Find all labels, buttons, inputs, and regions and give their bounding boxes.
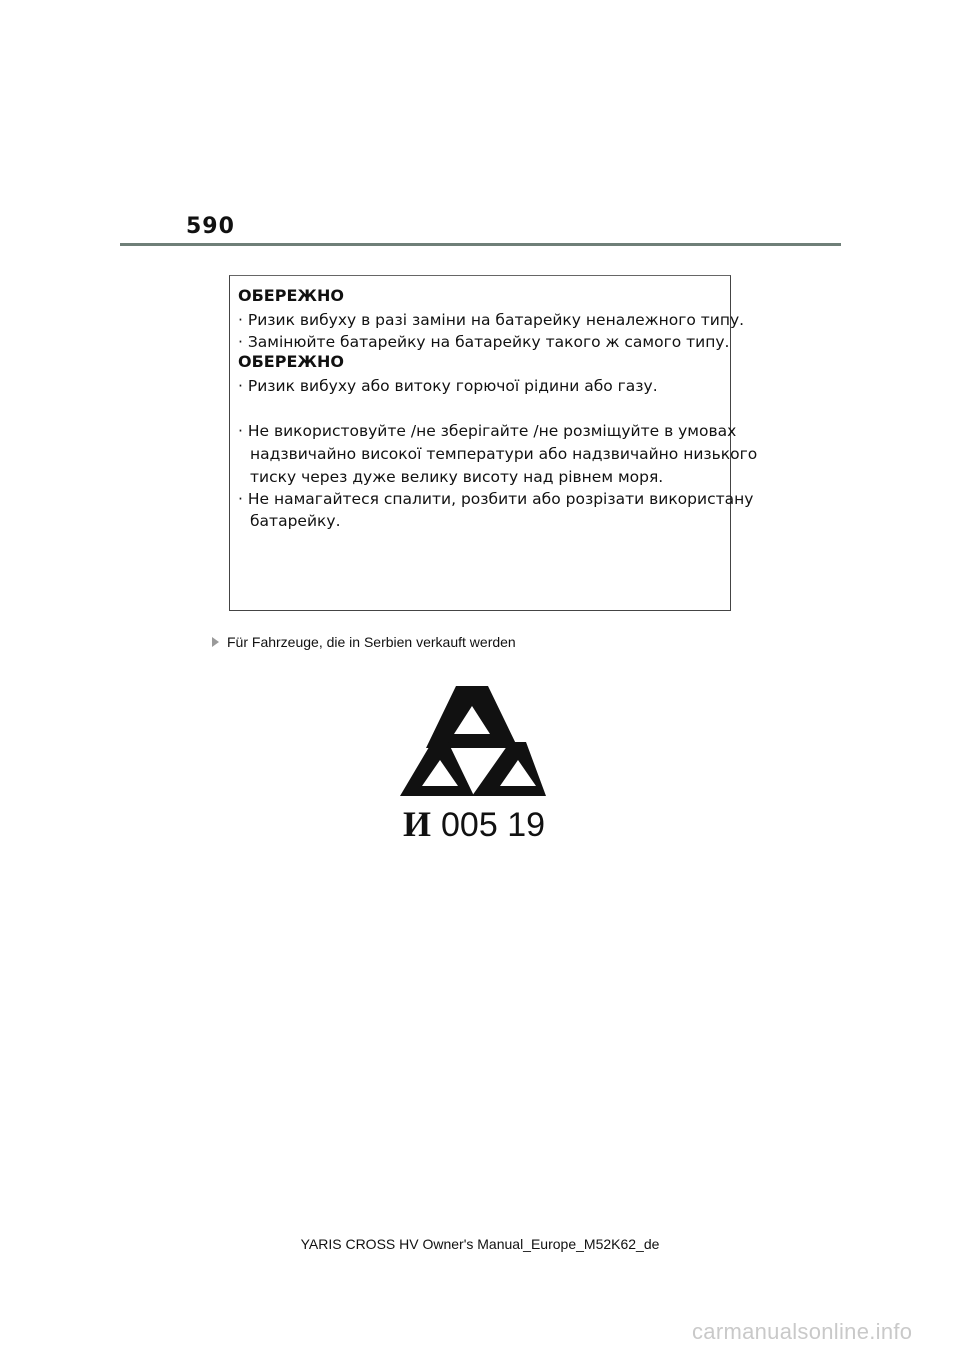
warning-line: батарейку. xyxy=(250,512,341,530)
warning-line: надзвичайно високої температури або надзвичайно низького xyxy=(250,445,758,463)
certification-code xyxy=(403,803,545,845)
warning-box xyxy=(229,275,758,611)
serbia-bullet-text: Für Fahrzeuge, die in Serbien verkauft werden xyxy=(227,634,516,650)
warning-heading: ОБЕРЕЖНО xyxy=(238,352,344,371)
watermark: carmanualsonline.info xyxy=(692,1319,913,1344)
triangle-bullet-icon xyxy=(212,637,219,647)
warning-line: · Ризик вибуху в разі заміни на батарейку неналежного типу. xyxy=(238,311,745,329)
warning-line: тиску через дуже велику висоту над рівнем моря. xyxy=(250,468,664,486)
certification-number: 005 19 xyxy=(441,806,546,844)
certification-letter: И xyxy=(403,804,432,844)
warning-line: · Не використовуйте /не зберігайте /не розміщуйте в умовах xyxy=(238,422,737,440)
warning-line: · Не намагайтеся спалити, розбити або розрізати використану xyxy=(238,490,754,508)
page-number: 590 xyxy=(186,214,235,239)
warning-line: · Замінюйте батарейку на батарейку такого ж самого типу. xyxy=(238,333,730,351)
warning-heading: ОБЕРЕЖНО xyxy=(238,286,344,305)
serbia-bullet xyxy=(212,634,516,650)
footer-text: YARIS CROSS HV Owner's Manual_Europe_M52K62_de xyxy=(300,1236,660,1252)
header-divider xyxy=(120,243,841,246)
warning-line: · Ризик вибуху або витоку горючої рідини або газу. xyxy=(238,377,658,395)
